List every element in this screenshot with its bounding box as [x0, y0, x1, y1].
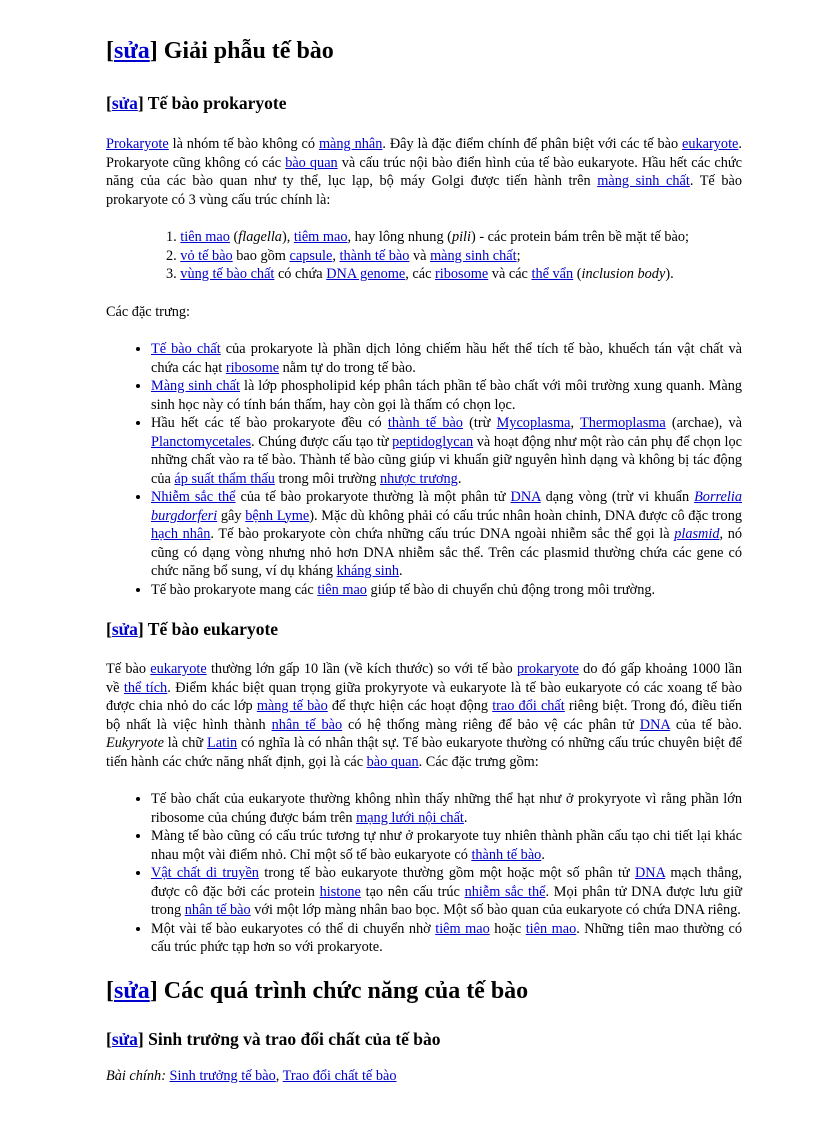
link-ribosome[interactable]: ribosome [435, 266, 489, 282]
link-mang-te-bao[interactable]: màng tế bào [256, 698, 328, 714]
heading-text: Tế bào eukaryote [147, 619, 279, 639]
edit-link[interactable]: sửa [111, 93, 138, 113]
link-thermoplasma[interactable]: Thermoplasma [579, 415, 666, 431]
list-item: • Hầu hết các tế bào prokaryote đều có thành tế bào (trừ Mycoplasma, Thermoplasma (archae), và Planctomycetales. Chúng được cấu tạo từ peptidoglycan và hoạt động như một rào cản phụ để chọn lọc những chất vào ra tế bào. Thành tế bào cũng giúp vi khuẩn giữ nguyên hình dạng và không bị tác động của áp suất thẩm thấu trong môi trường nhược trương. [151, 414, 742, 488]
link-nhan-te-bao[interactable]: nhân tế bào [271, 716, 343, 733]
link-benh-lyme[interactable]: bệnh Lyme [245, 507, 310, 524]
eukaryote-intro-paragraph: Tế bào eukaryote thường lớn gấp 10 lần (về kích thước) so với tế bào prokaryote do đó gấp khoảng 1000 lần về thể tích. Điểm khác biệt quan trọng giữa prokyryote và eukaryote là tế bào eukaryote có các xoang tế bào được chia nhỏ do các lớp màng tế bào để thực hiện các hoạt động trao đổi chất riêng biệt. Trong đó, điều tiến bộ nhất là việc hình thành nhân tế bào có hệ thống màng riêng để bảo vệ các phân tử DNA của tế bào. Eukyryote là chữ Latin có nghĩa là có nhân thật sự. Tế bào eukaryote thường có những cấu trúc chuyên biệt để tiến hành các chức năng nhất định, gọi là các bào quan. Các đặc trưng gồm: [106, 661, 742, 770]
section-heading-functions: [sửa] Các quá trình chức năng của tế bào [106, 977, 529, 1004]
link-thanh-te-bao[interactable]: thành tế bào [471, 846, 542, 863]
list-item: • Tế bào chất của eukaryote thường không nhìn thấy những thể hạt như ở prokyryote vì rằng phần lớn ribosome của chúng được bám trên mạng lưới nội chất. [151, 790, 742, 827]
features-heading: Các đặc trưng: [106, 303, 190, 320]
link-te-bao-chat[interactable]: Tế bào chất [151, 341, 221, 357]
link-trao-doi-chat-te-bao[interactable]: Trao đổi chất tế bào [282, 1067, 397, 1084]
list-item: • Vật chất di truyền trong tế bào eukaryote thường gồm một hoặc một số phân tử DNA mạch thẳng, được cô đặc bởi các protein histone tạo nên cấu trúc nhiễm sắc thể. Mọi phân tử DNA được lưu giữ trong nhân tế bào với một lớp màng nhân bao bọc. Một số bào quan của eukaryote có chứa DNA riêng. [151, 864, 742, 920]
section-heading-growth: [sửa] Sinh trưởng và trao đổi chất của tế bào [106, 1028, 441, 1049]
link-dna[interactable]: DNA [634, 865, 666, 881]
heading-text: Giải phẫu tế bào [163, 38, 334, 64]
prokaryote-regions-list [106, 228, 742, 284]
heading-text: Sinh trưởng và trao đổi chất của tế bào [148, 1028, 441, 1049]
link-tien-mao[interactable]: tiên mao [525, 920, 577, 937]
link-the-tich[interactable]: thể tích [123, 679, 168, 696]
section-heading-prokaryote: [sửa] Tế bào prokaryote [106, 93, 287, 113]
link-mang-nhan[interactable]: màng nhân [318, 136, 383, 152]
link-tiem-mao[interactable]: tiêm mao [293, 229, 348, 245]
link-dna-genome[interactable]: DNA genome [326, 266, 406, 282]
link-tiem-mao[interactable]: tiêm mao [435, 920, 490, 937]
link-nhuoc-truong[interactable]: nhược trương [379, 470, 458, 487]
link-the-van[interactable]: thể vẩn [531, 266, 574, 282]
prokaryote-intro-paragraph: Prokaryote là nhóm tế bào không có màng nhân. Đây là đặc điểm chính để phân biệt với các tế bào eukaryote. Prokaryote cũng không có các bào quan và cấu trúc nội bào điển hình của tế bào eukaryote. Hầu hết các chức năng của các bào quan như ty thể, lục lạp, bộ máy Golgi được tiến hành trên màng sinh chất. Tế bào prokaryote có 3 vùng cấu trúc chính là: [106, 136, 742, 208]
link-eukaryote[interactable]: eukaryote [150, 661, 207, 677]
link-borrelia[interactable]: Borrelia burgdorferi [151, 489, 742, 524]
link-sinh-truong-te-bao[interactable]: Sinh trưởng tế bào [169, 1067, 276, 1084]
edit-link[interactable]: sửa [114, 977, 150, 1004]
link-ribosome[interactable]: ribosome [225, 359, 280, 376]
link-dna[interactable]: DNA [510, 489, 541, 505]
link-vung-te-bao-chat[interactable]: vùng tế bào chất [180, 266, 275, 282]
link-prokaryote[interactable]: prokaryote [516, 661, 579, 677]
list-item: • Tế bào chất của prokaryote là phần dịch lỏng chiếm hầu hết thể tích tế bào, khuếch tán vật chất và chứa các hạt ribosome nằm tự do trong tế bào. [151, 340, 742, 377]
list-item: 3. vùng tế bào chất có chứa DNA genome, các ribosome và các thể vẩn (inclusion body). [166, 266, 674, 282]
list-item: • Một vài tế bào eukaryotes có thể di chuyển nhờ tiêm mao hoặc tiên mao. Những tiên mao thường có cấu trúc phức tạp hơn so với prokaryote. [151, 920, 742, 957]
link-mang-sinh-chat[interactable]: Màng sinh chất [151, 378, 240, 394]
list-item: • Tế bào prokaryote mang các tiên mao giúp tế bào di chuyển chủ động trong môi trường. [151, 581, 742, 600]
link-mang-sinh-chat[interactable]: màng sinh chất [597, 173, 690, 189]
link-mycoplasma[interactable]: Mycoplasma [496, 415, 571, 431]
edit-link[interactable]: sửa [111, 619, 138, 639]
heading-text: Tế bào prokaryote [147, 93, 287, 113]
link-bao-quan[interactable]: bào quan [366, 753, 419, 770]
link-prokaryote[interactable]: Prokaryote [106, 136, 169, 152]
link-vo-te-bao[interactable]: vỏ tế bào [180, 247, 233, 264]
link-nhan-te-bao[interactable]: nhân tế bào [184, 902, 251, 918]
link-mang-luoi-noi-chat[interactable]: mạng lưới nội chất [356, 809, 464, 826]
link-nhiem-sac-the[interactable]: nhiễm sắc thể [464, 883, 546, 900]
main-article-label: Bài chính: [106, 1067, 166, 1084]
link-vat-chat-di-truyen[interactable]: Vật chất di truyền [151, 865, 259, 881]
heading-text: Các quá trình chức năng của tế bào [163, 977, 529, 1004]
link-peptidoglycan[interactable]: peptidoglycan [392, 433, 474, 450]
eukaryote-features-list [106, 790, 742, 957]
link-trao-doi-chat[interactable]: trao đổi chất [492, 698, 565, 714]
section-heading-anatomy: [sửa] Giải phẫu tế bào [106, 38, 334, 64]
link-dna[interactable]: DNA [639, 716, 670, 733]
list-item: • Nhiễm sắc thể của tế bào prokaryote thường là một phân tử DNA dạng vòng (trừ vi khuẩn Borrelia burgdorferi gây bệnh Lyme). Mặc dù không phải có cấu trúc nhân hoàn chỉnh, DNA được cô đặc trong hạch nhân. Tế bào prokaryote còn chứa những cấu trúc DNA ngoài nhiễm sắc thể gọi là plasmid, nó cũng có dạng vòng nhưng nhỏ hơn DNA nhiễm sắc thể. Trên các plasmid thường chứa các gene có chức năng bổ sung, ví dụ kháng kháng sinh. [151, 488, 742, 581]
article-content [106, 36, 742, 1085]
link-planctomycetales[interactable]: Planctomycetales [151, 433, 252, 450]
list-item: • Màng sinh chất là lớp phospholipid kép phân tách phần tế bào chất với môi trường xung quanh. Màng sinh học này có tính bán thấm, hay còn gọi là thấm có chọn lọc. [151, 377, 742, 414]
main-article-line: Bài chính: Sinh trưởng tế bào, Trao đổi chất tế bào [106, 1067, 397, 1084]
link-nhiem-sac-the[interactable]: Nhiễm sắc thể [151, 489, 236, 505]
list-item: 2. vỏ tế bào bao gồm capsule, thành tế bào và màng sinh chất; [166, 247, 521, 264]
link-plasmid[interactable]: plasmid [674, 526, 720, 542]
link-capsule[interactable]: capsule [289, 247, 333, 264]
edit-link[interactable]: sửa [114, 38, 150, 64]
list-item: 1. tiên mao (flagella), tiêm mao, hay lông nhung (pili) - các protein bám trên bề mặt tế bào; [166, 229, 689, 245]
link-tien-mao[interactable]: tiên mao [180, 229, 230, 245]
list-item: • Màng tế bào cũng có cấu trúc tương tự như ở prokaryote tuy nhiên thành phần cấu tạo chi tiết lại khác nhau một vài điểm nhỏ. Chỉ một số tế bào eukaryote có thành tế bào. [151, 827, 742, 864]
section-heading-eukaryote: [sửa] Tế bào eukaryote [106, 619, 279, 639]
link-eukaryote[interactable]: eukaryote [682, 136, 739, 152]
edit-link[interactable]: sửa [111, 1028, 138, 1049]
prokaryote-features-list [106, 340, 742, 599]
link-khang-sinh[interactable]: kháng sinh [336, 563, 399, 579]
link-hach-nhan[interactable]: hạch nhân [151, 526, 211, 542]
link-bao-quan[interactable]: bào quan [285, 154, 338, 171]
link-thanh-te-bao[interactable]: thành tế bào [339, 247, 410, 264]
link-latin[interactable]: Latin [207, 735, 238, 751]
link-mang-sinh-chat[interactable]: màng sinh chất [430, 247, 517, 264]
link-ap-suat-tham-thau[interactable]: áp suất thẩm thấu [174, 470, 275, 487]
link-tien-mao[interactable]: tiên mao [317, 581, 367, 598]
link-thanh-te-bao[interactable]: thành tế bào [387, 415, 463, 431]
link-histone[interactable]: histone [319, 883, 361, 900]
